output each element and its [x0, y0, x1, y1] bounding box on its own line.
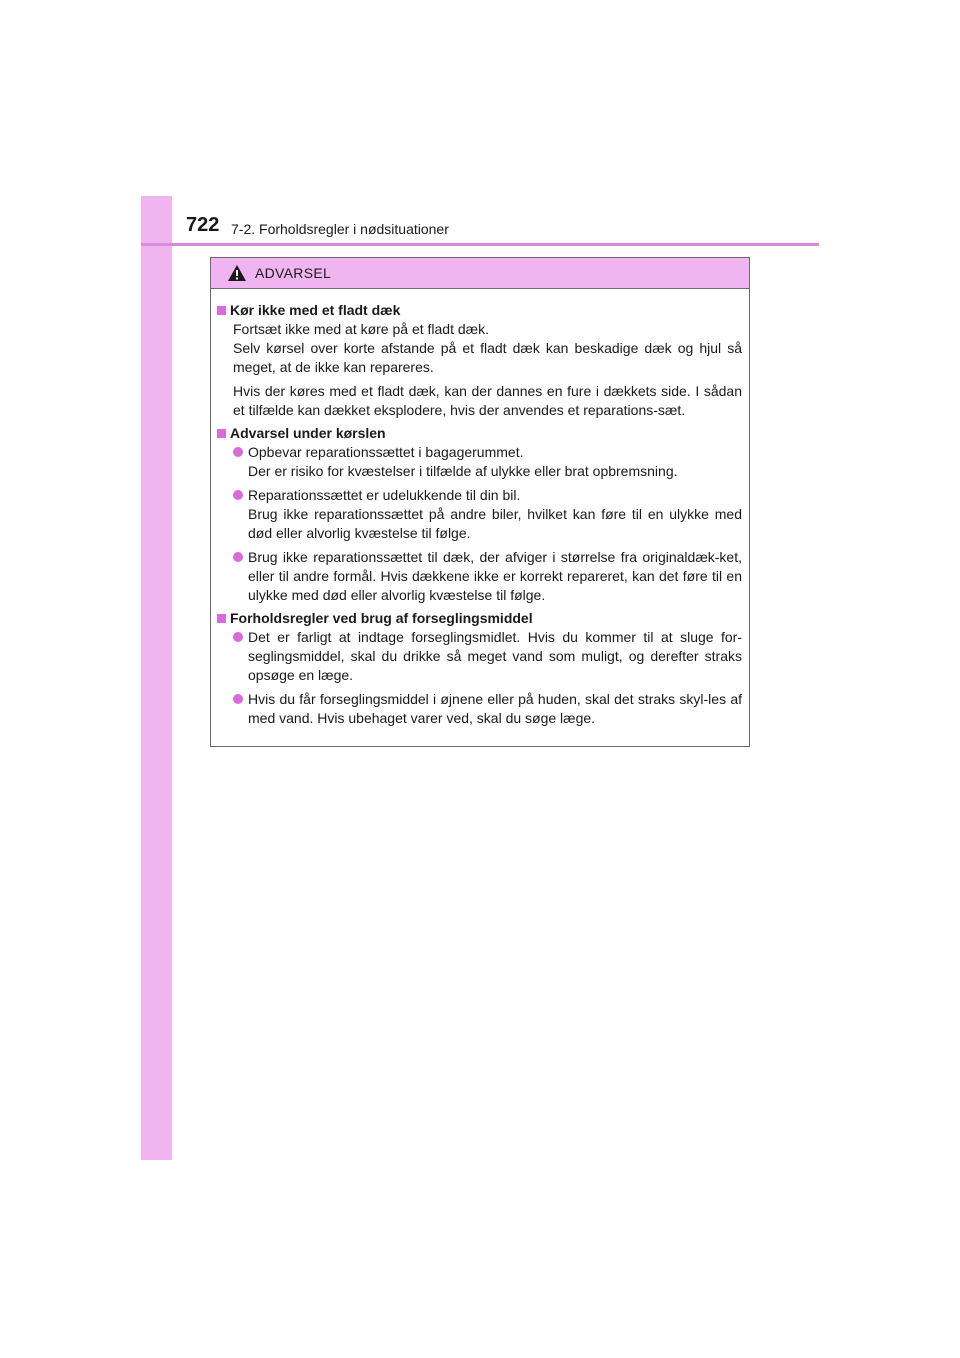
- bullet-text: [248, 548, 742, 605]
- paragraph-line: Hvis der køres med et fladt dæk, kan der dannes en fure i dækkets side. I sådan et tilfælde kan dækket eksplodere, hvis der anvendes et reparations-sæt.: [233, 383, 742, 418]
- bullet-line: Brug ikke reparationssættet til dæk, der afviger i størrelse fra originaldæk-ket, eller til andre formål. Hvis dækkene ikke er korrekt repareret, kan det føre til en ulykke med død eller alvorlig kvæstelse til følge.: [248, 549, 742, 603]
- paragraph-line: Selv kørsel over korte afstande på et fladt dæk kan beskadige dæk og hjul så meget, at de ikke kan repareres.: [233, 340, 742, 375]
- bullet-text: [248, 690, 742, 728]
- warning-triangle-icon: [227, 264, 247, 282]
- header-rule: [141, 243, 819, 246]
- square-bullet-icon: [217, 614, 226, 623]
- bullet-text: [248, 443, 742, 481]
- bullet-line: Brug ikke reparationssættet på andre biler, hvilket kan føre til en ulykke med død eller alvorlig kvæstelse til følge.: [248, 506, 742, 541]
- bullet-text: [248, 486, 742, 543]
- bullet-line: Reparationssættet er udelukkende til din bil.: [248, 487, 521, 503]
- warning-section: [217, 301, 742, 420]
- warning-section: [217, 424, 742, 605]
- page-number: 722: [186, 214, 220, 236]
- section-heading: [217, 609, 742, 628]
- bullet-item: [233, 486, 742, 543]
- paragraph: [233, 320, 742, 377]
- bullet-line: Der er risiko for kvæstelser i tilfælde af ulykke eller brat opbremsning.: [248, 463, 678, 479]
- section-heading: [217, 301, 742, 320]
- bullet-line: Hvis du får forseglingsmiddel i øjnene eller på huden, skal det straks skyl-les af med vand. Hvis ubehaget varer ved, skal du søge læge.: [248, 691, 742, 726]
- side-tab: [141, 196, 172, 1160]
- square-bullet-icon: [217, 429, 226, 438]
- bullet-item: [233, 548, 742, 605]
- square-bullet-icon: [217, 306, 226, 315]
- bullet-line: Opbevar reparationssættet i bagagerummet.: [248, 444, 524, 460]
- round-bullet-icon: [233, 447, 243, 457]
- bullet-item: [233, 690, 742, 728]
- paragraph: [233, 382, 742, 420]
- warning-box: [210, 257, 750, 747]
- section-heading: [217, 424, 742, 443]
- bullet-item: [233, 443, 742, 481]
- bullet-line: Det er farligt at indtage forseglingsmidlet. Hvis du kommer til at sluge for-seglingsmiddel, skal du drikke så meget vand som muligt, og derefter straks opsøge en læge.: [248, 629, 742, 683]
- warning-header: [211, 258, 749, 289]
- bullet-text: [248, 628, 742, 685]
- paragraph-line: Fortsæt ikke med at køre på et fladt dæk.: [233, 321, 489, 337]
- round-bullet-icon: [233, 552, 243, 562]
- section-heading-text: Forholdsregler ved brug af forseglingsmiddel: [230, 610, 533, 626]
- round-bullet-icon: [233, 632, 243, 642]
- round-bullet-icon: [233, 490, 243, 500]
- warning-label: ADVARSEL: [255, 265, 332, 281]
- warning-section: [217, 609, 742, 728]
- bullet-item: [233, 628, 742, 685]
- warning-body: [211, 289, 749, 728]
- section-title: 7-2. Forholdsregler i nødsituationer: [231, 221, 449, 237]
- section-heading-text: Advarsel under kørslen: [230, 425, 386, 441]
- round-bullet-icon: [233, 694, 243, 704]
- section-heading-text: Kør ikke med et fladt dæk: [230, 302, 401, 318]
